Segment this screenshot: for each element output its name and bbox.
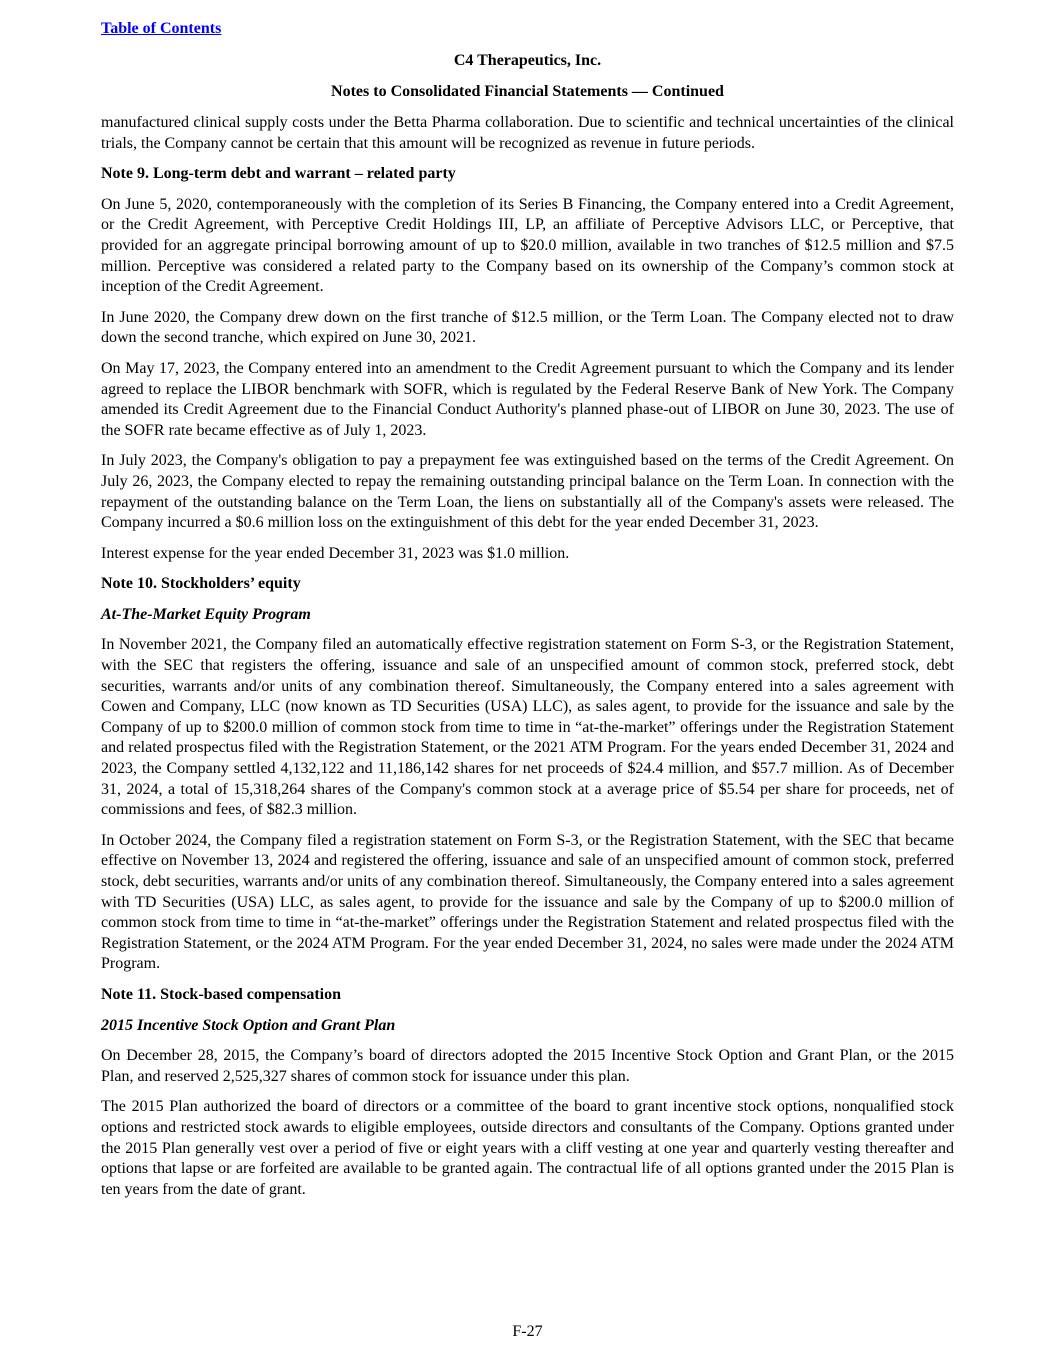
note-9-paragraph-3: On May 17, 2023, the Company entered into an amendment to the Credit Agreement pursuant to which the Company and its lender agreed to replace the LIBOR benchmark with SOFR, which is regulated by the Federal Reserve Bank of New York. The Company amended its Credit Agreement due to the Financial Conduct Authority's planned phase-out of LIBOR on June 30, 2023. The use of the SOFR rate became effective as of July 1, 2023. — [101, 359, 954, 439]
note-9-paragraph-1: On June 5, 2020, contemporaneously with the completion of its Series B Financing, the Company entered into a Credit Agreement, or the Credit Agreement, with Perceptive Credit Holdings III, LP, an affiliate of Perceptive Advisors LLC, or Perceptive, that provided for an aggregate principal borrowing amount of up to $20.0 million, available in two tranches of $12.5 million and $7.5 million. Perceptive was considered a related party to the Company based on its ownership of the Company’s common stock at inception of the Credit Agreement. — [101, 195, 954, 296]
note-10-subheading: At-The-Market Equity Program — [101, 605, 311, 623]
note-10-heading: Note 10. Stockholders’ equity — [101, 575, 301, 593]
company-name: C4 Therapeutics, Inc. — [453, 52, 602, 69]
section-subtitle: Notes to Consolidated Financial Statements — Continued — [331, 83, 724, 100]
note-11-paragraph-2: The 2015 Plan authorized the board of directors or a committee of the board to grant incentive stock options, nonqualified stock options and restricted stock awards to eligible employees, outside directors and consultants of the Company. Options granted under the 2015 Plan generally vest over a period of five or eight years with a cliff vesting at one year and quarterly vesting thereafter and options that lapse or are forfeited are available to be granted again. The contractual life of all options granted under the 2015 Plan is ten years from the date of grant. — [101, 1098, 954, 1198]
note-10-paragraph-2: In October 2024, the Company filed a registration statement on Form S-3, or the Registration Statement, with the SEC that became effective on November 13, 2024 and registered the offering, issuance and sale of an unspecified amount of common stock, preferred stock, debt securities, warrants and/or units of any combination thereof. Simultaneously, the Company entered into a sales agreement with TD Securities (USA) LLC, as sales agent, to provide for the issuance and sale by the Company of up to $200.0 million of common stock from time to time in “at-the-market” offerings under the Registration Statement and related prospectus filed with the Registration Statement, or the 2024 ATM Program. For the year ended December 31, 2024, no sales were made under the 2024 ATM Program. — [101, 831, 954, 973]
page-number: F-27 — [512, 1323, 543, 1340]
note-10-paragraph-1: In November 2021, the Company filed an automatically effective registration statement on Form S-3, or the Registration Statement, with the SEC that registers the offering, issuance and sale of an unspecified amount of common stock, preferred stock, debt securities, warrants and/or units of any combination thereof. Simultaneously, the Company entered into a sales agreement with Cowen and Company, LLC (now known as TD Securities (USA) LLC), as sales agent, to provide for the issuance and sale by the Company of up to $200.0 million of common stock from time to time in “at-the-market” offerings under the Registration Statement and related prospectus filed with the Registration Statement, or the 2021 ATM Program. For the years ended December 31, 2024 and 2023, the Company settled 4,132,122 and 11,186,142 shares for net proceeds of $24.4 million, and $57.7 million. As of December 31, 2024, a total of 15,318,264 shares of the Company's common stock at a average price of $5.54 per share for proceeds, net of commissions and fees, of $82.3 million. — [101, 636, 954, 819]
document-page — [101, 18, 954, 1200]
note-11-paragraph-1: On December 28, 2015, the Company’s board of directors adopted the 2015 Incentive Stock Option and Grant Plan, or the 2015 Plan, and reserved 2,525,327 shares of common stock for issuance under this plan. — [101, 1047, 954, 1085]
table-of-contents-link[interactable]: Table of Contents — [101, 20, 222, 37]
note-9-paragraph-5: Interest expense for the year ended December 31, 2023 was $1.0 million. — [101, 544, 570, 562]
note-11-heading: Note 11. Stock-based compensation — [101, 985, 342, 1003]
continued-paragraph: manufactured clinical supply costs under the Betta Pharma collaboration. Due to scientific and technical uncertainties of the clinical trials, the Company cannot be certain that this amount will be recognized as revenue in future periods. — [101, 114, 954, 152]
note-9-heading: Note 9. Long-term debt and warrant – related party — [101, 165, 456, 183]
note-11-subheading: 2015 Incentive Stock Option and Grant Plan — [101, 1016, 396, 1034]
note-9-paragraph-4: In July 2023, the Company's obligation to pay a prepayment fee was extinguished based on the terms of the Credit Agreement. On July 26, 2023, the Company elected to repay the remaining outstanding principal balance on the Term Loan. In connection with the repayment of the outstanding balance on the Term Loan, the liens on substantially all of the Company's assets were released. The Company incurred a $0.6 million loss on the extinguishment of this debt for the year ended December 31, 2023. — [101, 452, 954, 532]
note-9-paragraph-2: In June 2020, the Company drew down on the first tranche of $12.5 million, or the Term Loan. The Company elected not to draw down the second tranche, which expired on June 30, 2021. — [101, 308, 954, 347]
